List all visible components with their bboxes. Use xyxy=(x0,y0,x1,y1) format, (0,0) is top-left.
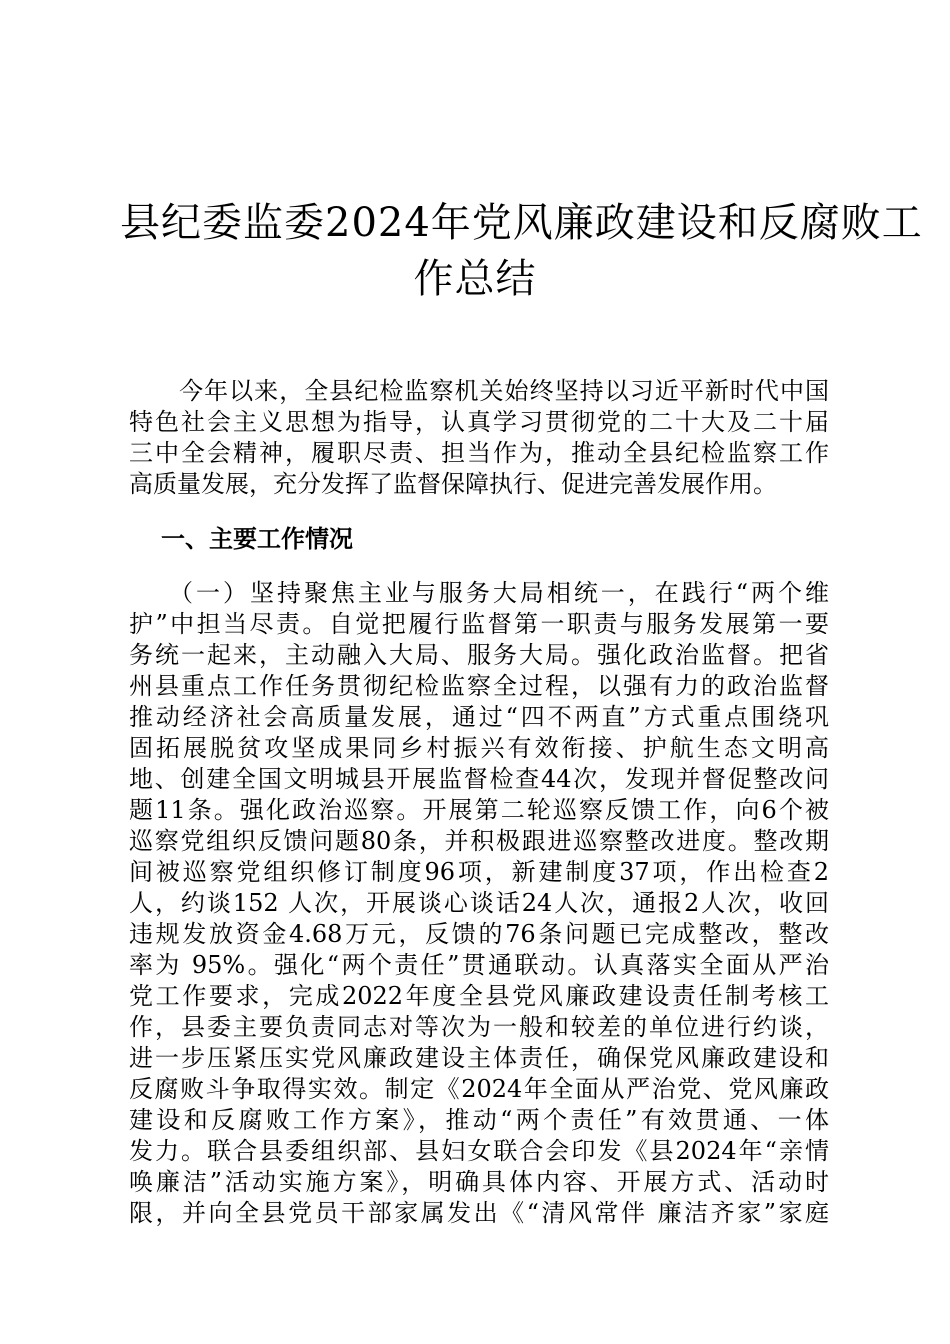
section-1-line: 固拓展脱贫攻坚成果同乡村振兴有效衔接、护航生态文明高 xyxy=(129,734,829,762)
document-title xyxy=(120,195,923,307)
section-1-line: （一）坚持聚焦主业与服务大局相统一，在践行“两个维 xyxy=(169,579,829,607)
section-1-line: 违规发放资金4.68万元，反馈的76条问题已完成整改，整改 xyxy=(129,920,829,948)
section-1-line: 建设和反腐败工作方案》，推动“两个责任”有效贯通、一体 xyxy=(129,1106,829,1134)
section-1-line: 护”中担当尽责。自觉把履行监督第一职责与服务发展第一要 xyxy=(129,610,829,638)
section-1-line: 反腐败斗争取得实效。制定《2024年全面从严治党、党风廉政 xyxy=(129,1075,829,1103)
intro-paragraph xyxy=(129,376,829,500)
section-1-line: 党工作要求，完成2022年度全县党风廉政建设责任制考核工 xyxy=(129,982,829,1010)
section-1-line: 推动经济社会高质量发展，通过“四不两直”方式重点围绕巩 xyxy=(129,703,829,731)
section-1-line: 限，并向全县党员干部家属发出《“清风常伴 廉洁齐家”家庭 xyxy=(129,1199,829,1227)
title-line-2: 作总结 xyxy=(413,255,537,302)
section-1-line: 发力。联合县委组织部、县妇女联合会印发《县2024年“亲情 xyxy=(129,1137,829,1165)
intro-line: 今年以来，全县纪检监察机关始终坚持以习近平新时代中国 xyxy=(129,377,829,405)
intro-line: 高质量发展，充分发挥了监督保障执行、促进完善发展作用。 xyxy=(129,470,777,498)
section-1-line: 题11条。强化政治巡察。开展第二轮巡察反馈工作，向6个被 xyxy=(129,796,829,824)
section-1-line: 州县重点工作任务贯彻纪检监察全过程，以强有力的政治监督 xyxy=(129,672,829,700)
section-1-line: 巡察党组织反馈问题80条，并积极跟进巡察整改进度。整改期 xyxy=(129,827,829,855)
section-1-line: 作，县委主要负责同志对等次为一般和较差的单位进行约谈， xyxy=(129,1013,829,1041)
section-1-line: 唤廉洁”活动实施方案》，明确具体内容、开展方式、活动时 xyxy=(129,1168,829,1196)
intro-line: 三中全会精神，履职尽责、担当作为，推动全县纪检监察工作 xyxy=(129,439,829,467)
intro-line: 特色社会主义思想为指导，认真学习贯彻党的二十大及二十届 xyxy=(129,408,829,436)
section-1-line: 进一步压紧压实党风廉政建设主体责任，确保党风廉政建设和 xyxy=(129,1044,829,1072)
title-line-1: 县纪委监委2024年党风廉政建设和反腐败工 xyxy=(120,199,923,246)
section-1-paragraph xyxy=(129,578,829,1229)
section-1-line: 率为 95%。强化“两个责任”贯通联动。认真落实全面从严治 xyxy=(129,951,829,979)
section-heading: 一、主要工作情况 xyxy=(161,525,353,553)
section-1-line: 人，约谈152 人次，开展谈心谈话24人次，通报2人次，收回 xyxy=(129,889,829,917)
section-1-line: 地、创建全国文明城县开展监督检查44次，发现并督促整改问 xyxy=(129,765,829,793)
section-1-line: 务统一起来，主动融入大局、服务大局。强化政治监督。把省 xyxy=(129,641,829,669)
document-body xyxy=(129,376,829,1229)
section-1-line: 间被巡察党组织修订制度96项，新建制度37项，作出检查2 xyxy=(129,858,829,886)
